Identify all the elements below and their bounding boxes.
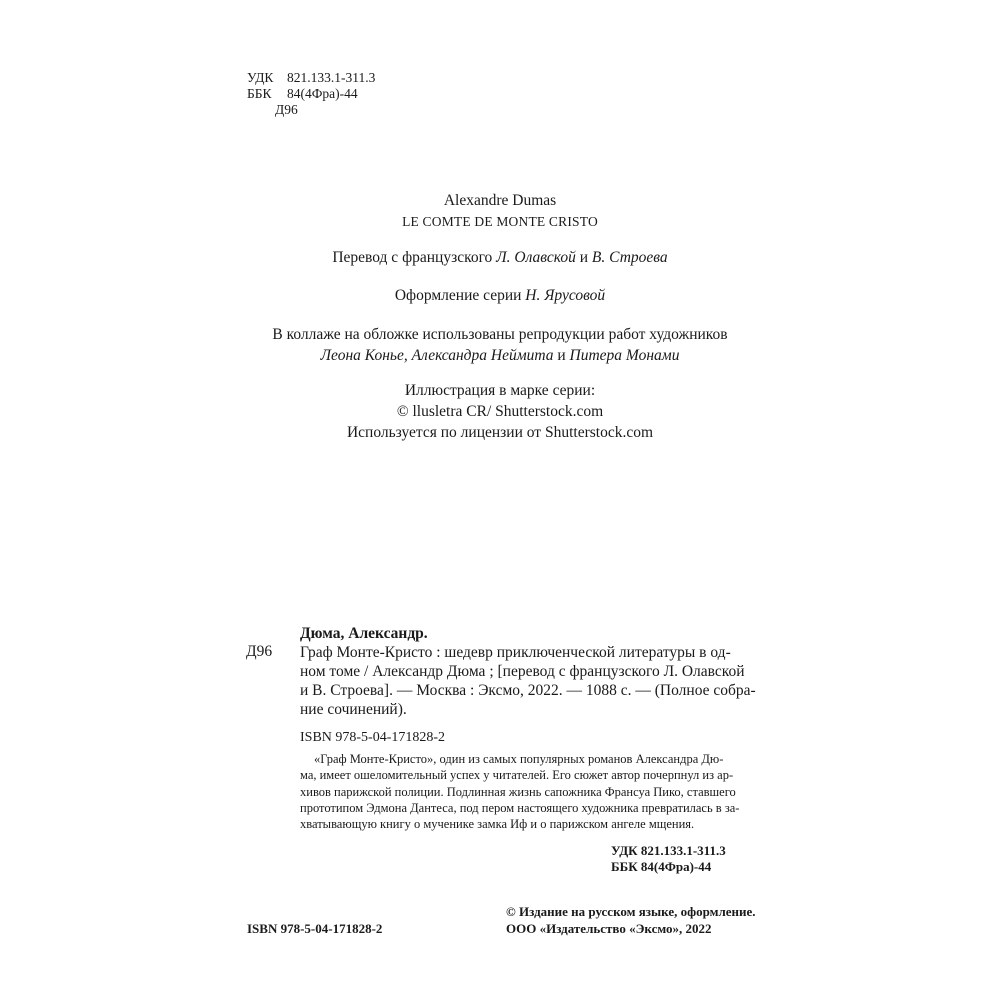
bbk-label: ББК	[247, 86, 272, 101]
catalog-udk: УДК 821.133.1-311.3	[611, 843, 726, 858]
udk-value: 821.133.1-311.3	[287, 70, 376, 85]
annotation-line: хватывающую книгу о мученике замка Иф и о парижском ангеле мщения.	[300, 817, 695, 832]
catalog-line: Граф Монте-Кристо : шедевр приключенческой литературы в од-	[300, 644, 731, 661]
series-design-credit	[240, 285, 760, 306]
catalog-entry	[300, 624, 755, 719]
catalog-line: и В. Строева]. — Москва : Эксмо, 2022. — 1088 с. — (Полное собра-	[300, 682, 756, 699]
catalog-isbn: ISBN 978-5-04-171828-2	[300, 730, 446, 745]
illustration-credit	[240, 380, 760, 443]
translation-prefix: Перевод с французского	[332, 249, 497, 266]
annotation-line: хивов парижской полиции. Подлинная жизнь сапожника Франсуа Пико, ставшего	[300, 784, 736, 799]
udk-label: УДК	[247, 70, 274, 85]
translation-credit	[240, 247, 760, 268]
collage-line: В коллаже на обложке использованы репродукции работ художников	[272, 326, 728, 343]
translator-2: В. Строева	[591, 249, 668, 266]
design-prefix: Оформление серии	[394, 287, 526, 304]
catalog-bbk: ББК 84(4Фра)-44	[611, 859, 712, 874]
illustration-source: © llusletra CR/ Shutterstock.com	[396, 403, 604, 420]
license-line: Используется по лицензии от Shutterstock.com	[346, 424, 654, 441]
author-mark: Д96	[275, 102, 298, 117]
original-title: LE COMTE DE MONTE CRISTO	[402, 214, 598, 229]
catalog-author-mark: Д96	[246, 643, 273, 660]
catalog-codes	[611, 843, 726, 875]
collage-credit	[240, 324, 760, 366]
artists-names: Леона Конье, Александра Неймита	[320, 347, 554, 364]
annotation	[300, 751, 755, 832]
annotation-line: прототипом Эдмона Дантеса, под пером настоящего художника превратилась в за-	[300, 800, 740, 815]
artists-and: и	[553, 347, 570, 364]
bbk-row	[247, 86, 375, 102]
annotation-line: ма, имеет ошеломительный успех у читателей. Его сюжет автор почерпнул из ар-	[300, 768, 734, 783]
illustration-title: Иллюстрация в марке серии:	[404, 382, 596, 399]
bbk-value: 84(4Фра)-44	[287, 86, 358, 101]
top-classification-codes	[247, 70, 375, 118]
artist-last: Питера Монами	[569, 347, 680, 364]
original-author: Alexandre Dumas	[443, 192, 557, 209]
catalog-heading: Дюма, Александр.	[300, 625, 428, 642]
udk-row	[247, 70, 375, 86]
annotation-line: «Граф Монте-Кристо», один из самых популярных романов Александра Дю-	[314, 752, 724, 766]
translation-and: и	[575, 249, 592, 266]
catalog-line: ние сочинений).	[300, 701, 407, 718]
designer-name: Н. Ярусовой	[525, 287, 606, 304]
copyright-line-2: ООО «Издательство «Эксмо», 2022	[506, 921, 712, 936]
copyright-line-1: © Издание на русском языке, оформление.	[506, 904, 756, 919]
original-title-block	[240, 190, 760, 232]
footer-isbn: ISBN 978-5-04-171828-2	[247, 921, 383, 936]
catalog-line: ном томе / Александр Дюма ; [перевод с французского Л. Олавской	[300, 663, 745, 680]
translator-1: Л. Олавской	[496, 249, 576, 266]
copyright-block	[506, 903, 756, 937]
